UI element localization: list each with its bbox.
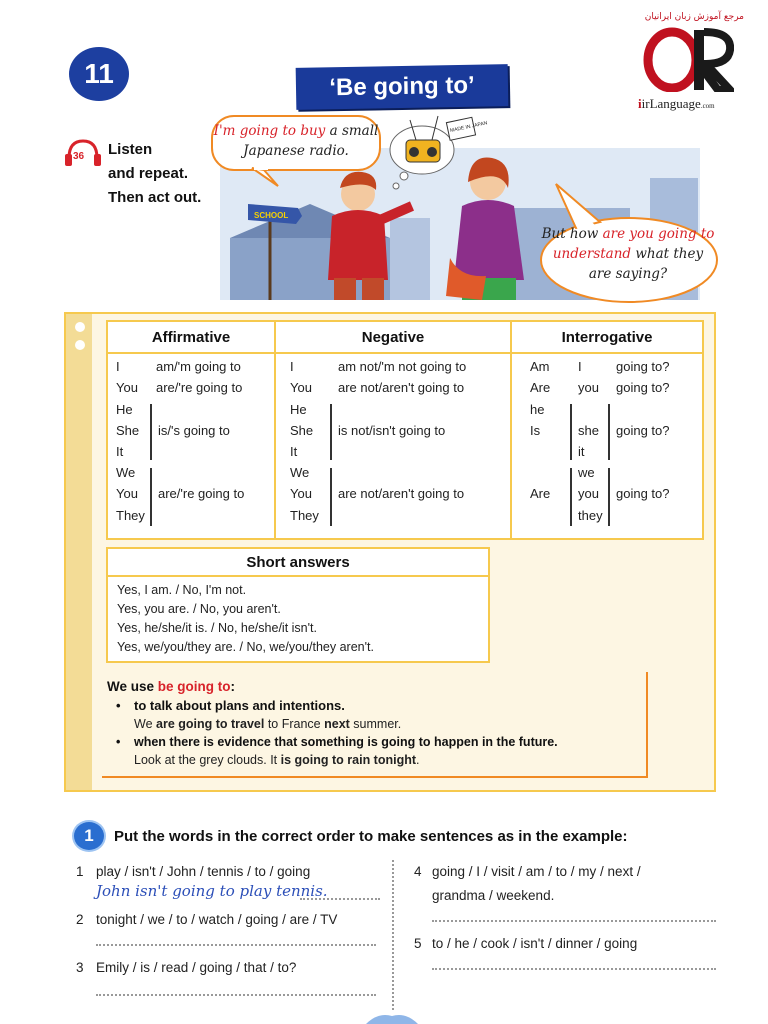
exercise-header <box>74 822 628 850</box>
question-text: tonight / we / to / watch / going / are / TV <box>96 912 338 927</box>
group-bracket <box>570 404 572 460</box>
answer-line[interactable] <box>300 898 380 900</box>
pronoun-cell: You <box>116 486 138 501</box>
usage-box <box>102 672 648 778</box>
audio-track-badge[interactable] <box>64 138 102 168</box>
pronoun-cell: We <box>290 465 310 480</box>
header-affirmative: Affirmative <box>151 328 231 346</box>
publisher-logo <box>634 12 744 111</box>
bubble-2-text: But how <box>541 226 603 242</box>
page-title: ‘Be going to’ <box>296 64 509 110</box>
short-answers-box <box>106 547 490 663</box>
group-bracket <box>330 404 332 460</box>
group-bracket <box>150 468 152 526</box>
verb-cell: am/'m going to <box>156 359 241 374</box>
pronoun-cell: they <box>578 508 603 523</box>
example-answer: John isn't going to play tennis. <box>96 882 328 900</box>
question-number: 2 <box>76 912 84 927</box>
verb-cell: are/'re going to <box>156 380 243 395</box>
question-number: 4 <box>414 864 422 879</box>
pronoun-cell: he <box>530 402 545 417</box>
answer-line[interactable] <box>96 994 376 996</box>
bubble-2-text: what they are saying? <box>588 246 704 282</box>
bubble-1-text: a small Japanese radio. <box>243 123 379 159</box>
short-answer-line: Yes, I am. / No, I'm not. <box>117 583 247 597</box>
aux-cell: Are <box>530 380 551 395</box>
pronoun-cell: I <box>116 359 120 374</box>
panel-dot <box>75 340 85 350</box>
question-text: play / isn't / John / tennis / to / going <box>96 864 311 879</box>
pronoun-cell: you <box>578 486 599 501</box>
usage-example: We are going to travel to France next summer. <box>134 717 402 731</box>
track-number: 36 <box>73 151 85 162</box>
group-bracket <box>570 468 572 526</box>
listen-instruction <box>64 138 201 210</box>
verb-cell: are not/aren't going to <box>338 486 465 501</box>
conjugation-table <box>106 320 704 540</box>
exercise-number-badge: 1 <box>74 822 104 850</box>
bubble-2-highlight: are you going to understand <box>552 226 715 262</box>
usage-item: • to talk about plans and intentions. <box>116 698 345 713</box>
pronoun-cell: you <box>578 380 599 395</box>
usage-intro: We use be going to: <box>107 679 236 694</box>
group-bracket <box>330 468 332 526</box>
header-negative: Negative <box>361 328 425 346</box>
pronoun-cell: It <box>116 444 124 459</box>
listen-line: and repeat. <box>108 165 189 182</box>
listen-line: Listen <box>108 141 153 158</box>
question-text: to / he / cook / isn't / dinner / going <box>432 936 638 951</box>
panel-dot <box>75 322 85 332</box>
verb-cell: going to? <box>616 380 670 395</box>
short-answer-line: Yes, you are. / No, you aren't. <box>117 602 281 616</box>
column-divider <box>392 860 394 1010</box>
verb-cell: am not/'m not going to <box>338 359 467 374</box>
group-bracket <box>608 404 610 460</box>
pronoun-cell: I <box>290 359 294 374</box>
pronoun-cell: You <box>290 380 312 395</box>
aux-cell: Are <box>530 486 551 501</box>
short-answer-line: Yes, we/you/they are. / No, we/you/they aren't. <box>117 640 374 654</box>
pronoun-cell: They <box>290 508 319 523</box>
group-bracket <box>150 404 152 460</box>
usage-example: Look at the grey clouds. It is going to rain tonight. <box>134 753 420 767</box>
pronoun-cell: we <box>578 465 595 480</box>
logo-persian-text: مرجع آموزش زبان ایرانیان <box>644 12 744 22</box>
pronoun-cell: I <box>578 359 582 374</box>
pronoun-cell: We <box>116 465 136 480</box>
pronoun-cell: You <box>116 380 138 395</box>
question-number: 3 <box>76 960 84 975</box>
answer-line[interactable] <box>432 920 716 922</box>
pronoun-cell: He <box>290 402 307 417</box>
bubble-1-highlight: I'm going to buy <box>213 123 326 139</box>
verb-cell: going to? <box>616 423 670 438</box>
unit-number-badge: 11 <box>69 47 129 101</box>
made-in-japan-label: MADE IN JAPAN <box>449 120 488 135</box>
logo-ir-mark <box>642 26 734 92</box>
verb-cell: going to? <box>616 486 670 501</box>
verb-cell: are/'re going to <box>158 486 245 501</box>
table-header-divider <box>108 352 702 354</box>
pronoun-cell: She <box>116 423 140 438</box>
verb-cell: are not/aren't going to <box>338 380 465 395</box>
answer-line[interactable] <box>96 944 376 946</box>
speech-bubble-1 <box>212 116 380 170</box>
question-text: Emily / is / read / going / that / to? <box>96 960 297 975</box>
page-nav-arrow-icon[interactable] <box>362 1012 422 1024</box>
verb-cell: is not/isn't going to <box>338 423 446 438</box>
panel-side-strip <box>66 314 92 790</box>
school-sign-label: SCHOOL <box>254 211 289 220</box>
aux-cell: Is <box>530 423 541 438</box>
pronoun-cell: It <box>290 444 298 459</box>
listen-text <box>108 138 201 210</box>
pronoun-cell: it <box>578 444 585 459</box>
listen-line: Then act out. <box>108 189 202 206</box>
logo-brand: iirLanguage.com <box>638 96 715 111</box>
header-interrogative: Interrogative <box>561 328 653 346</box>
verb-cell: going to? <box>616 359 670 374</box>
answer-line[interactable] <box>432 968 716 970</box>
pronoun-cell: She <box>290 423 314 438</box>
pronoun-cell: she <box>578 423 599 438</box>
question-text: going / I / visit / am / to / my / next / <box>432 864 641 879</box>
table-column-divider <box>274 322 276 538</box>
pronoun-cell: They <box>116 508 145 523</box>
short-answers-title: Short answers <box>108 549 488 577</box>
short-answer-line: Yes, he/she/it is. / No, he/she/it isn't. <box>117 621 317 635</box>
group-bracket <box>608 468 610 526</box>
pronoun-cell: He <box>116 402 133 417</box>
pronoun-cell: You <box>290 486 312 501</box>
aux-cell: Am <box>530 359 550 374</box>
verb-cell: is/'s going to <box>158 423 230 438</box>
question-number: 5 <box>414 936 422 951</box>
question-text: grandma / weekend. <box>432 888 555 903</box>
question-number: 1 <box>76 864 84 879</box>
usage-item: • when there is evidence that something is going to happen in the future. <box>116 735 558 749</box>
speech-bubble-2 <box>540 218 716 302</box>
table-column-divider <box>510 322 512 538</box>
exercise-instruction: Put the words in the correct order to make sentences as in the example: <box>114 827 628 845</box>
